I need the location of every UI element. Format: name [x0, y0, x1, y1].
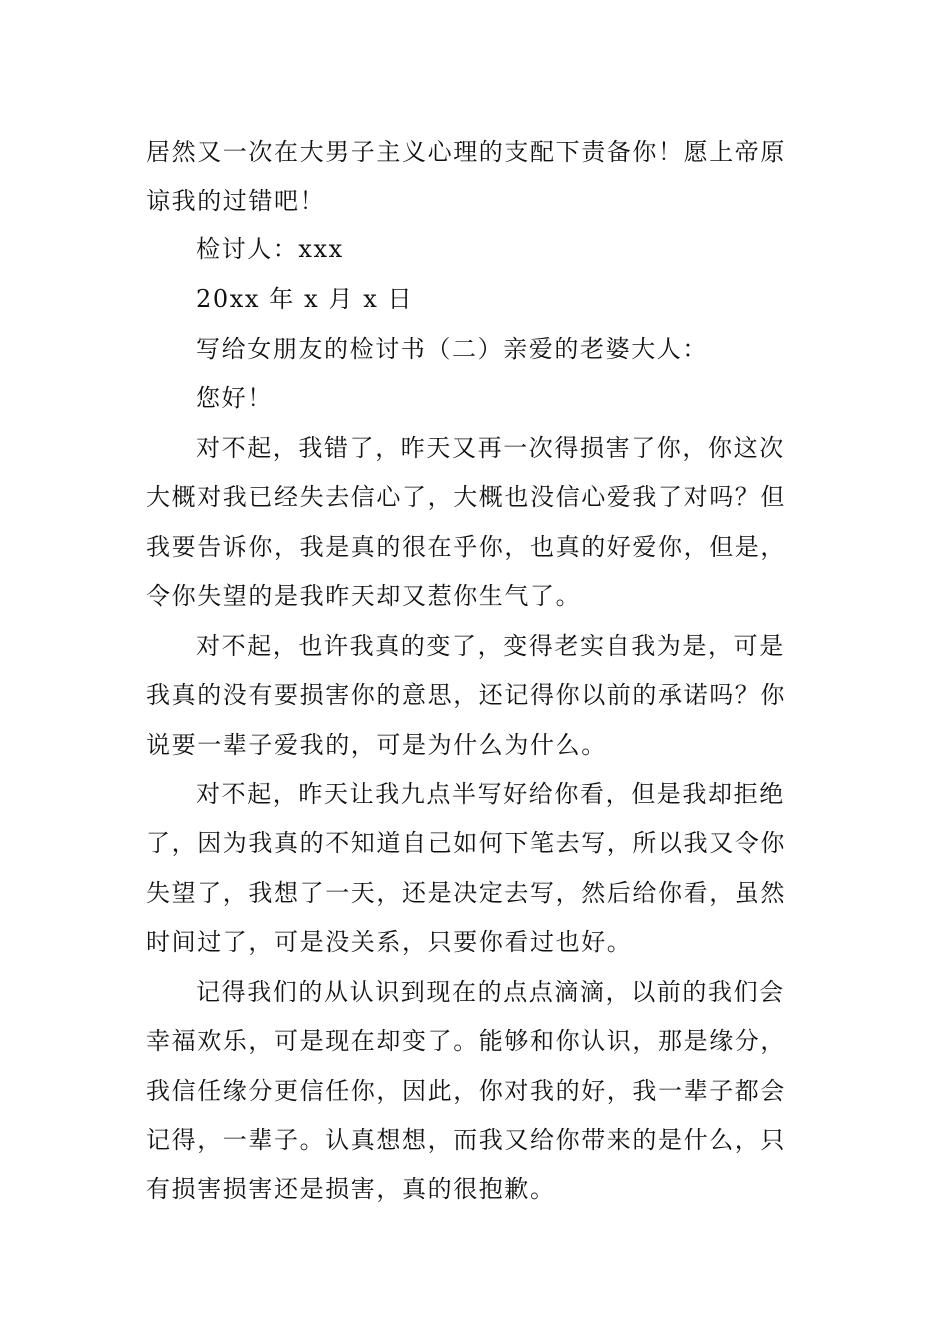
date-line: 20xx 年 x 月 x 日: [196, 285, 414, 313]
greeting-line: 您好！: [196, 384, 273, 412]
signer-line: 检讨人：xxx: [196, 235, 344, 263]
paragraph-continuation: 居然又一次在大男子主义心理的支配下责备你！愿上帝原谅我的过错吧！: [146, 138, 786, 216]
paragraph-apology-3: 对不起，昨天让我九点半写好给你看，但是我却拒绝了，因为我真的不知道自己如何下笔去写，所以我又令你失望了，我想了一天，还是决定去写，然后给你看，虽然时间过了，可是没关系，只要你看过也好。: [146, 780, 786, 956]
paragraph-apology-2: 对不起，也许我真的变了，变得老实自我为是，可是我真的没有要损害你的意思，还记得你以前的承诺吗？你说要一辈子爱我的，可是为什么为什么。: [146, 632, 786, 759]
paragraph-apology-4: 记得我们的从认识到现在的点点滴滴，以前的我们会幸福欢乐，可是现在却变了。能够和你认识，那是缘分，我信任缘分更信任你，因此，你对我的好，我一辈子都会记得，一辈子。认真想想，而我又给你带来的是什么，只有损害损害还是损害，真的很抱歉。: [146, 978, 786, 1204]
paragraph-apology-1: 对不起，我错了，昨天又再一次得损害了你，你这次大概对我已经失去信心了，大概也没信心爱我了对吗？但我要告诉你，我是真的很在乎你，也真的好爱你，但是，令你失望的是我昨天却又惹你生气了。: [146, 434, 786, 610]
letter-heading: 写给女朋友的检讨书（二）亲爱的老婆大人：: [196, 335, 708, 363]
